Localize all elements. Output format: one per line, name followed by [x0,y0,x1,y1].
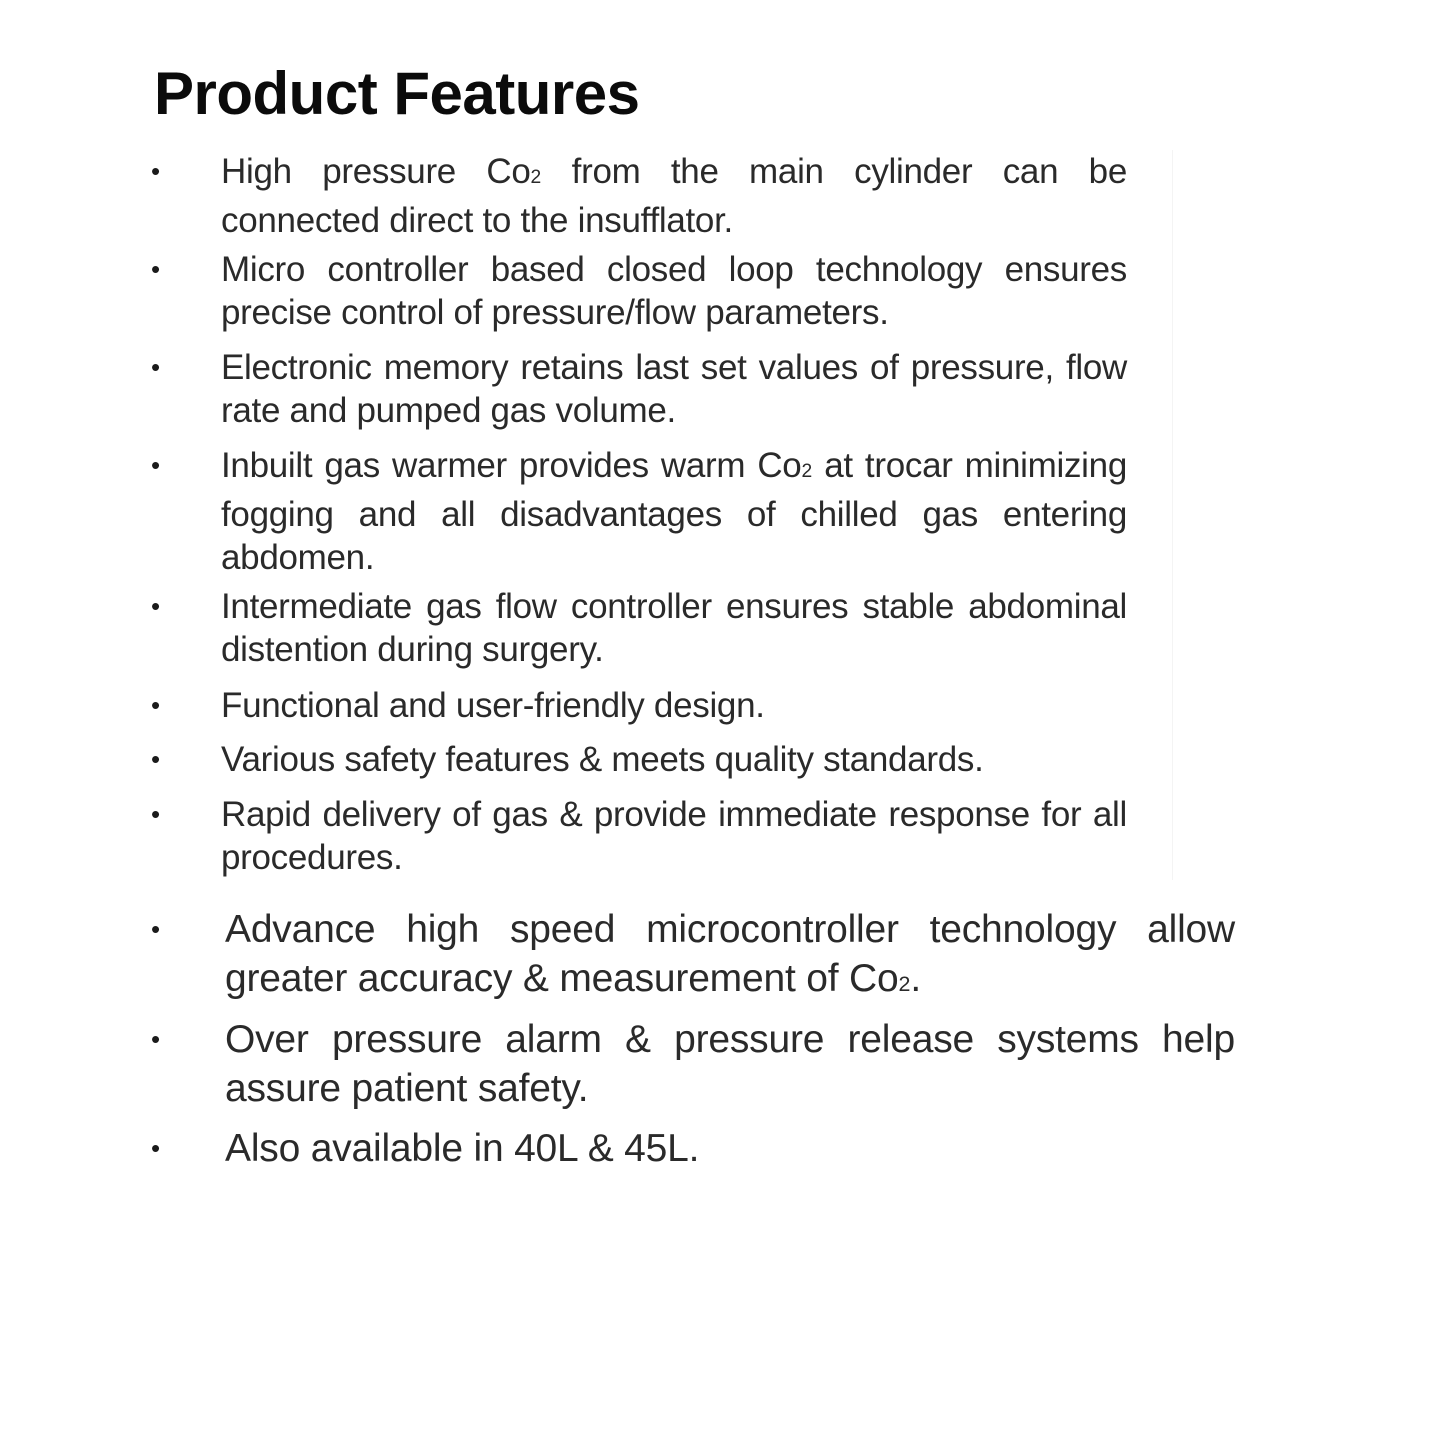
bullet-icon: • [151,254,161,284]
feature-text: Micro controller based closed loop technology ensures precise control of pressure/flow parameters. [221,250,1127,332]
feature-text: Also available in 40L & 45L. [225,1127,700,1170]
bullet-icon: • [151,450,161,480]
bullet-icon: • [151,1133,161,1163]
bullet-icon: • [151,352,161,382]
feature-text: Over pressure alarm & pressure release systems help assure patient safety. [225,1018,1235,1110]
feature-text: Functional and user-friendly design. [221,686,765,725]
feature-text: Advance high speed microcontroller technology allow greater accuracy & measurement of Co2. [225,908,1235,1000]
feature-text: Inbuilt gas warmer provides warm Co2 at trocar minimizing fogging and all disadvantages of chilled gas entering abdomen. [221,446,1127,577]
feature-text: High pressure Co2 from the main cylinder can be connected direct to the insufflator. [221,152,1128,240]
bullet-icon: • [151,1024,161,1054]
bullet-icon: • [151,799,161,829]
bullet-icon: • [151,690,161,720]
bullet-icon: • [151,156,161,186]
bullet-icon: • [151,914,161,944]
feature-text: Intermediate gas flow controller ensures stable abdominal distention during surgery. [221,587,1127,669]
feature-text: Electronic memory retains last set values of pressure, flow rate and pumped gas volume. [221,348,1127,430]
bullet-icon: • [151,591,161,621]
feature-text: Rapid delivery of gas & provide immediate response for all procedures. [221,795,1127,877]
bullet-icon: • [151,744,161,774]
page-title: Product Features [154,60,640,127]
feature-text: Various safety features & meets quality standards. [221,740,984,779]
column-divider [1172,150,1173,880]
